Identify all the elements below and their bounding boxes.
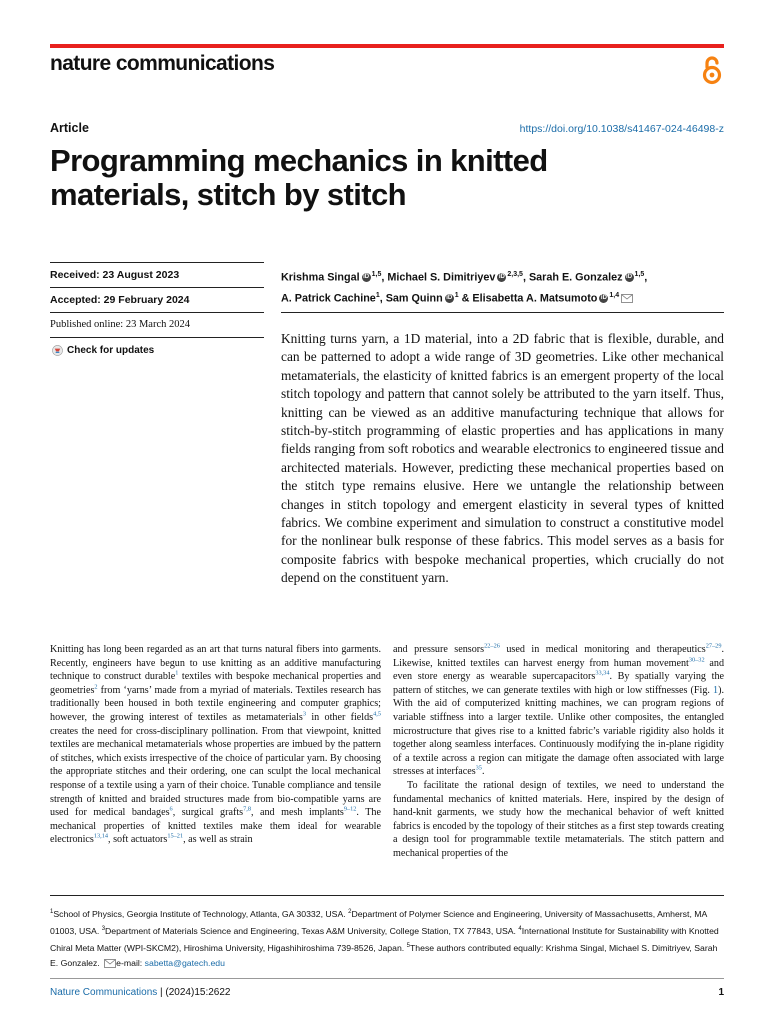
reference-link[interactable]: 1 [175,669,179,677]
abstract: Knitting turns yarn, a 1D material, into a 2D fabric that is flexible, durable, and can be patterned to adopt a wide range of 3D geometries. Like other mechanical metamaterials, the elasticity of knitted fabrics is an emergent property of the local stitch topology and pattern that cannot solely be attributed to the yarn itself. Thus, knitting can be viewed as an additive manufacturing technique that allows for stitch-by-stitch programming of elastic properties and has applications in many fields ranging from soft robotics and wearable electronics to engineered tissue and architected materials. However, predicting these mechanical properties based on the stitch type remains elusive. Here we untangle the relationship between changes in stitch topology and emergent elasticity in several types of knitted fabrics. We combine experiment and simulation to construct a constitutive model for the nonlinear bulk response of these fabrics. This model serves as a basis for composite fabrics with bespoke mechanical properties, which crucially do not depend on the constituent yarn. [281,331,724,586]
footnote-divider [50,895,724,896]
author-name: Michael S. Dimitriyev [387,271,496,284]
affiliation-marker: 5 [406,942,410,949]
meta-divider [50,262,264,263]
check-for-updates-button[interactable] [52,345,154,356]
footer-citation [50,987,230,998]
author-affiliation-marker: 2,3,5 [507,271,523,278]
reference-link[interactable]: 30–32 [688,656,705,664]
reference-link[interactable]: 2 [94,683,98,691]
check-updates-label: Check for updates [67,345,155,356]
footer-journal-link[interactable]: Nature Communications [50,987,158,998]
affiliation-marker: 1 [50,909,54,915]
reference-link[interactable]: 22–26 [484,642,500,650]
affiliation-text: School of Physics, Georgia Institute of Technology, Atlanta, GA 30332, USA. [53,908,349,919]
author-name: Sam Quinn [385,292,443,305]
author-name: Krishma Singal [281,271,360,284]
figure-link[interactable]: 1 [713,684,719,696]
affiliation-marker: 3 [101,925,106,932]
meta-divider [50,312,264,313]
meta-divider [50,287,264,288]
received-date: Received: 23 August 2023 [50,269,180,281]
author-name: Elisabetta A. Matsumoto [472,292,598,305]
published-date: Published online: 23 March 2024 [50,319,190,330]
orcid-icon[interactable]: iD [446,294,453,301]
affiliation-text: These authors contributed equally: Krishma Singal, Michael S. Dimitriyev, Sarah E. Gonzalez. [50,942,718,968]
header-rule [50,44,724,48]
affiliation-marker: 2 [348,909,352,915]
abstract-divider [281,312,724,313]
author-affiliation-marker: 1 [375,291,380,299]
affiliation-text: International Institute for Sustainability with Knotted Chiral Meta Matter (WPI-SKCM2), Hiroshima University, Higashihiroshima 739-8526, Japan. [50,925,719,953]
author-affiliation-marker: 1,5 [634,271,645,278]
body-paragraph: and pressure sensors$^{22-26}$ used in medical monitoring and therapeutics$^{27-29}$. Likewise, knitted textiles can harvest energy from human movement$^{30-32}$ and even store energy as wearable supercapacitors$^{33,34}$. By spatially varying the pattern of stitches, we can generate textiles with high or low stiffnesses (Fig. 1). With the aid of computerized knitting machines, we can program regions of variable stiffness into a larger textile. Unlike other composites, the entangled microstructure that gives rise to a knitted fabric’s variable rigidity also holds it together along seamless interfaces. Continuously modifying the in-plane rigidity of a textile across a region can mitigate the damage often associated with large stresses at interfaces$^{35}$. [393,642,725,778]
email-link[interactable]: sabetta@gatech.edu [144,957,225,968]
body-paragraph: Knitting has long been regarded as an art that turns natural fibers into garments. Recently, engineers have begun to use knitting as an additive manufacturing technique to construct durable$^1$ textiles with bespoke mechanical properties and geometries$^2$ from ‘yarns’ made from a myriad of materials. Textiles research has traditionally been housed in both textile engineering and computer graphics; however, the growing interest of textiles as metamaterials$^3$ in other fields$^{4,5}$ creates the need for cross-disciplinary pollination. From that viewpoint, knitted textiles are mechanical metamaterials whose properties are imbued by the pattern of stitches, which exists irrespective of the choice of particular yarn. By choosing the appropriate stitches and their ordering, one can sculpt the local mechanical response of a textile using a yarn of their choice. Tunable compliance and tensile strength of knitted and braided structures made from bio-compatible yarns are used for medical bandages$^6$, surgical grafts$^{7,8}$, and mesh implants$^{9-12}$. The mechanical properties of knitted textiles make them ideal for wearable electronics$^{13,14}$, soft actuators$^{15-21}$, as well as strain [50,644,381,846]
affiliation-text: Department of Polymer Science and Engineering, University of Massachusetts, Amherst, MA 01003, USA. [50,908,707,936]
reference-link[interactable]: 35 [475,764,482,772]
reference-link[interactable]: 33,34 [595,669,610,677]
doi-link[interactable]: https://doi.org/10.1038/s41467-024-46498-z [519,123,724,135]
affiliation-text: Department of Materials Science and Engineering, Texas A&M University, College Station, TX 77843, USA. [105,925,519,936]
reference-link[interactable]: 6 [169,805,173,813]
mail-icon[interactable] [104,959,116,968]
reference-link[interactable]: 3 [302,710,307,718]
affiliations-footnote [50,905,724,971]
reference-link[interactable]: 15–21 [167,832,184,840]
check-updates-icon [52,345,63,356]
footer-volume: | (2024)15:2622 [157,987,231,998]
footer-divider [50,978,724,979]
orcid-icon[interactable]: iD [498,274,505,281]
accepted-date: Accepted: 29 February 2024 [50,294,190,306]
journal-name: nature communications [50,52,275,75]
affiliation-marker: 4 [518,925,522,932]
author-name: A. Patrick Cachine [281,292,376,305]
body-paragraph: To facilitate the rational design of textiles, we need to understand the fundamental mechanics of knitted materials. Here, inspired by the design of hand-knit garments, we study how the mechanical behavior of weft knitted fabrics is encoded by the topology of their stitches as a first step towards creating a design tool for programmable textile metamaterials. The stitch pattern and mechanical properties of the [393,779,724,859]
body-column-left [50,643,381,847]
open-access-icon [700,55,724,85]
author-name: Sarah E. Gonzalez [528,271,623,284]
author-list: Krishma Singal iD $^{1,5}$, Michael S. Dimitriyev iD $^{2,3,5}$, Sarah E. Gonzalez iD $^{1,5}$, A. Patrick Cachine$^1$, Sam Quinn iD $^1$ & Elisabetta A. Matsumoto iD $^{1,4}$ [281,271,648,305]
orcid-icon[interactable]: iD [363,274,370,281]
reference-link[interactable]: 27–29 [705,642,722,650]
author-affiliation-marker: 1,4 [609,291,620,299]
article-title: Programming mechanics in knitted materials, stitch by stitch [50,143,548,212]
reference-link[interactable]: 9–12 [343,805,357,813]
orcid-icon[interactable]: iD [600,294,607,301]
author-affiliation-marker: 1 [454,291,459,299]
email-label: e-mail: [116,957,145,968]
mail-icon[interactable] [621,294,633,303]
body-column-right [393,643,724,861]
meta-divider [50,337,264,338]
reference-link[interactable]: 7,8 [243,805,251,813]
reference-link[interactable]: 4,5 [373,710,381,718]
article-type: Article [50,121,89,135]
reference-link[interactable]: 13,14 [93,832,109,840]
orcid-icon[interactable]: iD [626,274,633,281]
author-affiliation-marker: 1,5 [371,271,382,278]
page-number: 1 [718,987,724,998]
